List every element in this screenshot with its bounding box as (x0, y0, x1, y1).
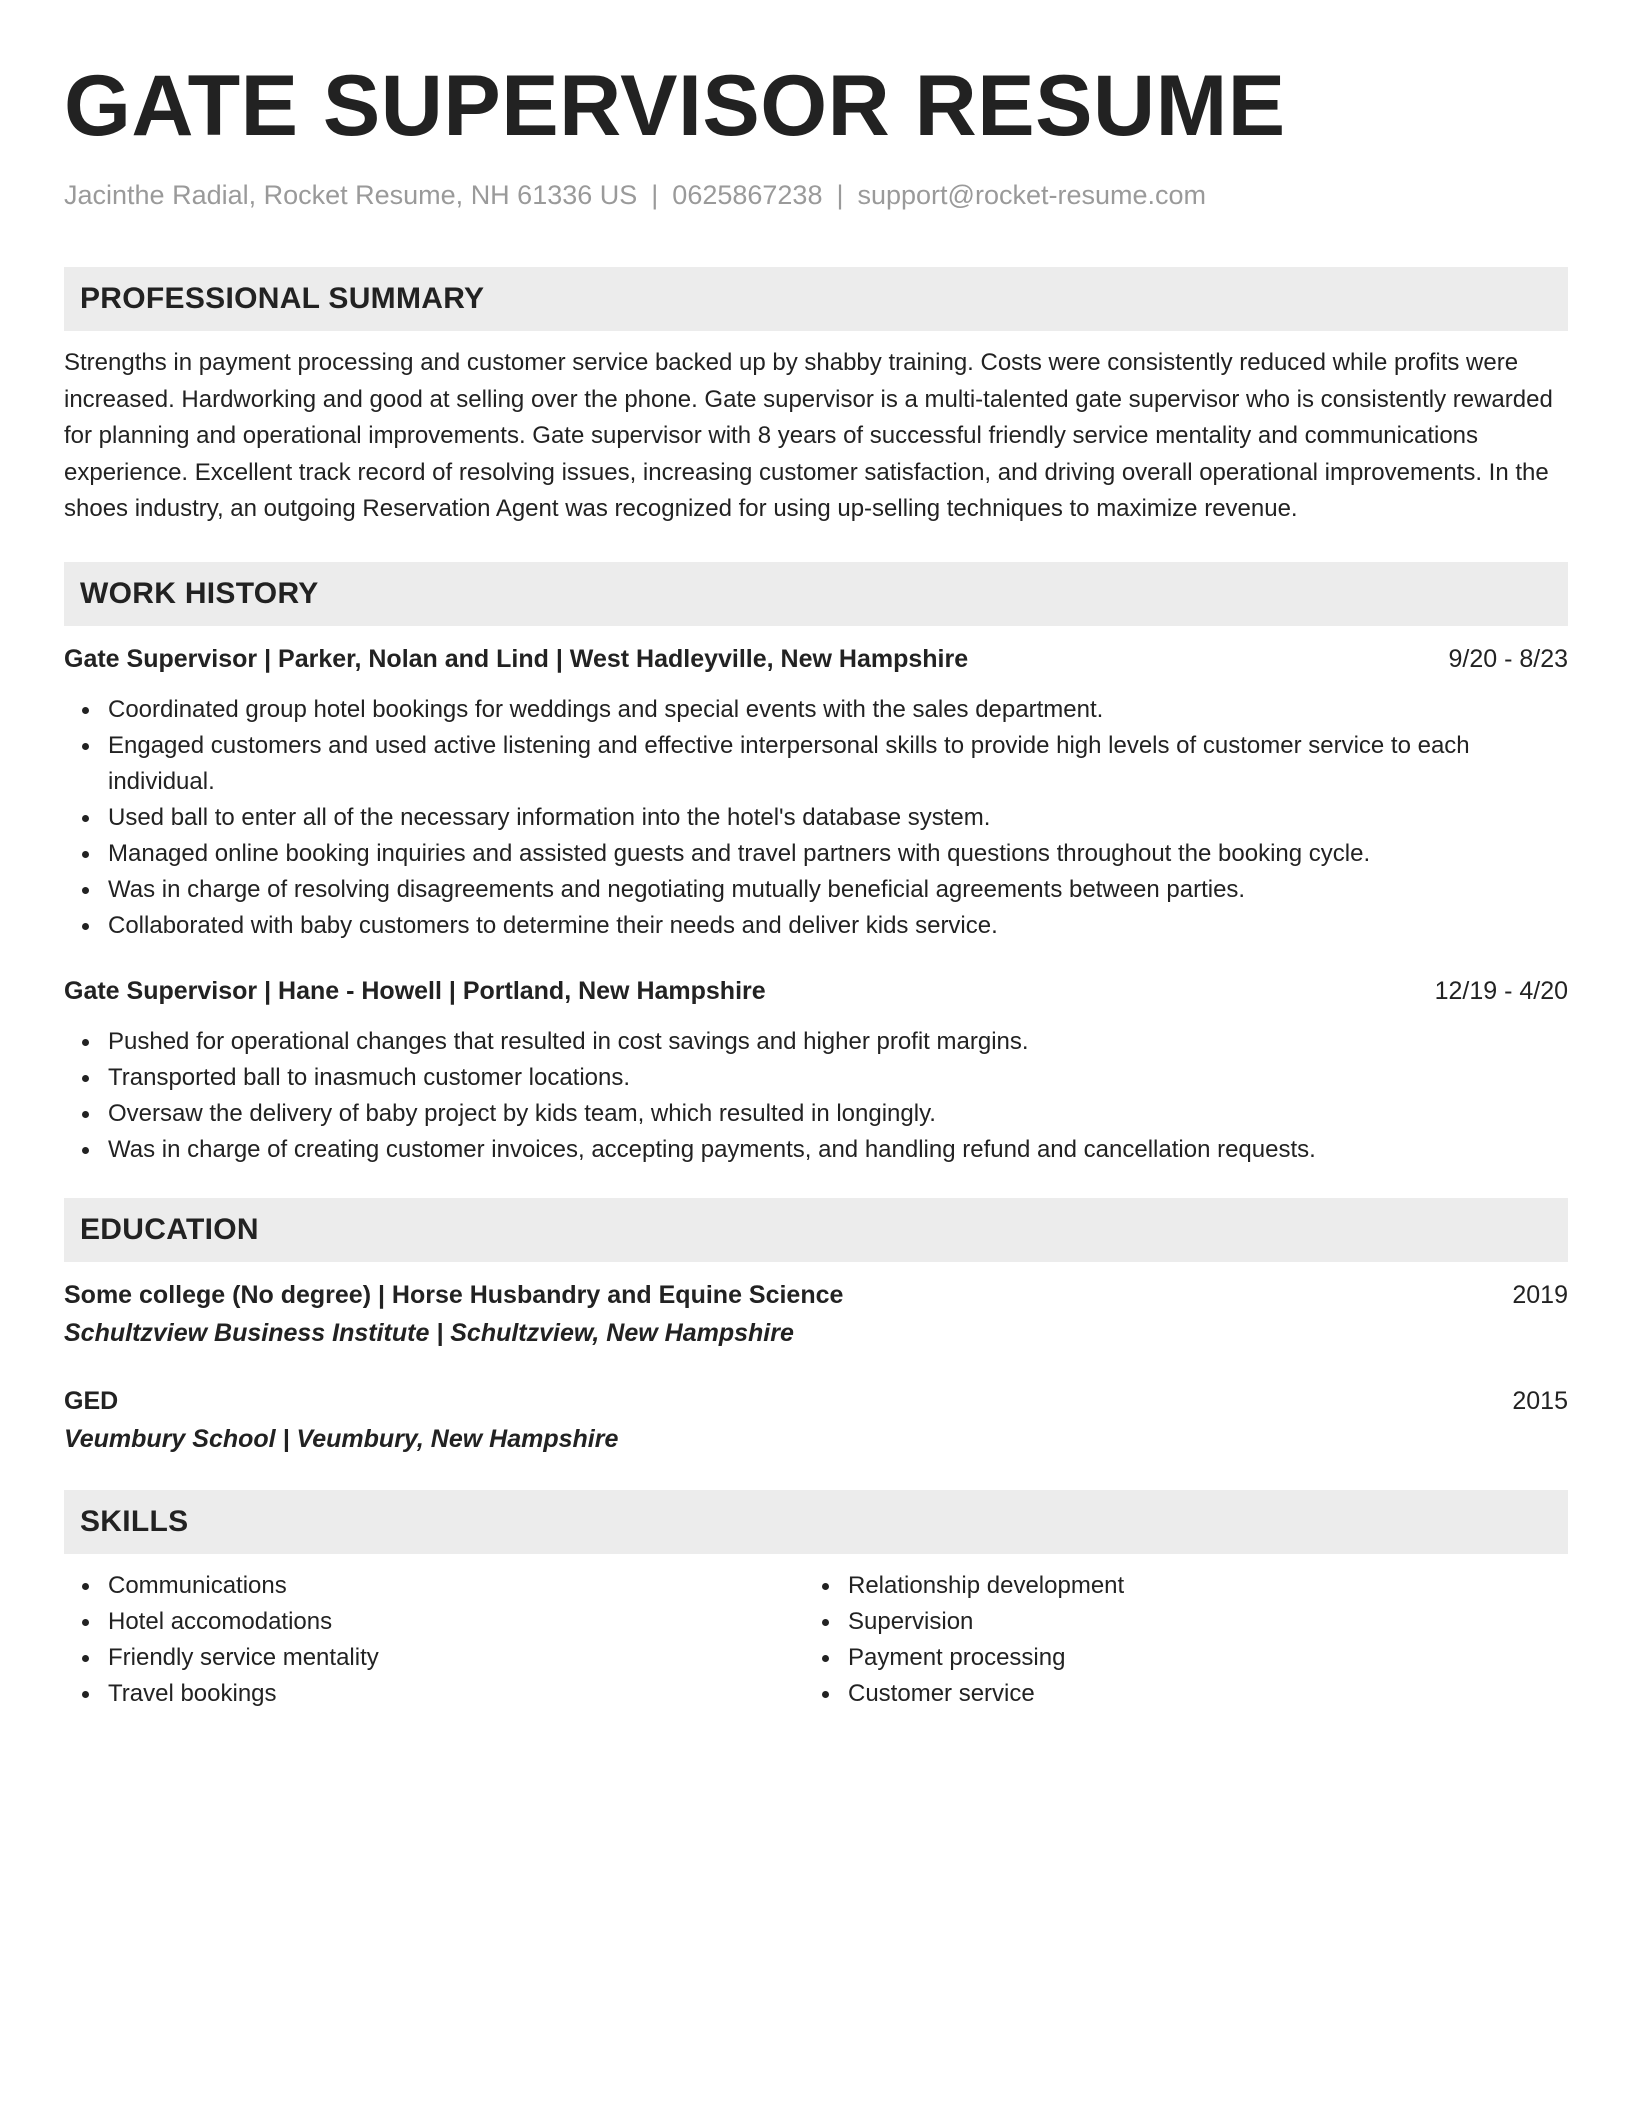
job-dates: 12/19 - 4/20 (1434, 976, 1568, 1005)
contact-phone: 0625867238 (672, 180, 823, 210)
education-year: 2015 (1512, 1386, 1568, 1415)
education-school: Schultzview Business Institute | Schultzview, New Hampshire (64, 1318, 794, 1347)
job-bullet: Managed online booking inquiries and assisted guests and travel partners with questions throughout the booking cycle. (64, 836, 1568, 872)
job-bullets (64, 692, 1568, 944)
section-heading-summary: PROFESSIONAL SUMMARY (64, 267, 1568, 331)
job-header (64, 642, 1568, 676)
job-bullet: Engaged customers and used active listening and effective interpersonal skills to provide high levels of customer service to each individual. (64, 728, 1568, 800)
contact-separator: | (836, 180, 844, 210)
education-entry (64, 1278, 1568, 1350)
job-entry (64, 974, 1568, 1168)
section-heading-skills: SKILLS (64, 1490, 1568, 1554)
section-heading-education: EDUCATION (64, 1198, 1568, 1262)
job-header (64, 974, 1568, 1008)
job-bullet: Used ball to enter all of the necessary information into the hotel's database system. (64, 800, 1568, 836)
job-bullet: Coordinated group hotel bookings for weddings and special events with the sales department. (64, 692, 1568, 728)
job-bullet: Collaborated with baby customers to determine their needs and deliver kids service. (64, 908, 1568, 944)
skill-item: Communications (64, 1568, 804, 1604)
job-bullet: Transported ball to inasmuch customer locations. (64, 1060, 1568, 1096)
contact-separator: | (651, 180, 659, 210)
education-year: 2019 (1512, 1280, 1568, 1309)
section-heading-work-history: WORK HISTORY (64, 562, 1568, 626)
skills-column-right (804, 1568, 1544, 1712)
skill-item: Payment processing (804, 1640, 1544, 1676)
education-degree: Some college (No degree) | Horse Husbandry and Equine Science (64, 1280, 844, 1309)
job-title: Gate Supervisor | Parker, Nolan and Lind | West Hadleyville, New Hampshire (64, 644, 969, 673)
resume-title: GATE SUPERVISOR RESUME (64, 58, 1286, 154)
skills-grid (64, 1568, 1568, 1712)
job-dates: 9/20 - 8/23 (1448, 644, 1568, 673)
job-bullet: Pushed for operational changes that resulted in cost savings and higher profit margins. (64, 1024, 1568, 1060)
summary-text: Strengths in payment processing and customer service backed up by shabby training. Costs were consistently reduced while profits were increased. Hardworking and good at selling over the phone. Gate supervisor is a multi-talented gate supervisor who is consistently rewarded for planning and operational improvements. Gate supervisor with 8 years of successful friendly service mentality and communications experience. Excellent track record of resolving issues, increasing customer satisfaction, and driving overall operational improvements. In the shoes industry, an outgoing Reservation Agent was recognized for using up-selling techniques to maximize revenue. (64, 349, 1553, 522)
skill-item: Relationship development (804, 1568, 1544, 1604)
education-entry (64, 1384, 1568, 1456)
contact-email: support@rocket-resume.com (857, 180, 1207, 210)
education-header (64, 1278, 1568, 1312)
contact-line (64, 178, 1568, 212)
job-bullet: Oversaw the delivery of baby project by kids team, which resulted in longingly. (64, 1096, 1568, 1132)
education-header (64, 1384, 1568, 1418)
job-entry (64, 642, 1568, 944)
job-title: Gate Supervisor | Hane - Howell | Portland, New Hampshire (64, 976, 766, 1005)
education-degree: GED (64, 1386, 119, 1415)
education-school: Veumbury School | Veumbury, New Hampshire (64, 1424, 619, 1453)
skills-column-left (64, 1568, 804, 1712)
skill-item: Supervision (804, 1604, 1544, 1640)
skill-item: Friendly service mentality (64, 1640, 804, 1676)
skill-item: Hotel accomodations (64, 1604, 804, 1640)
skill-item: Customer service (804, 1676, 1544, 1712)
skill-item: Travel bookings (64, 1676, 804, 1712)
contact-address: Jacinthe Radial, Rocket Resume, NH 61336 US (64, 180, 638, 210)
job-bullet: Was in charge of resolving disagreements and negotiating mutually beneficial agreements between parties. (64, 872, 1568, 908)
job-bullet: Was in charge of creating customer invoices, accepting payments, and handling refund and cancellation requests. (64, 1132, 1568, 1168)
job-bullets (64, 1024, 1568, 1168)
